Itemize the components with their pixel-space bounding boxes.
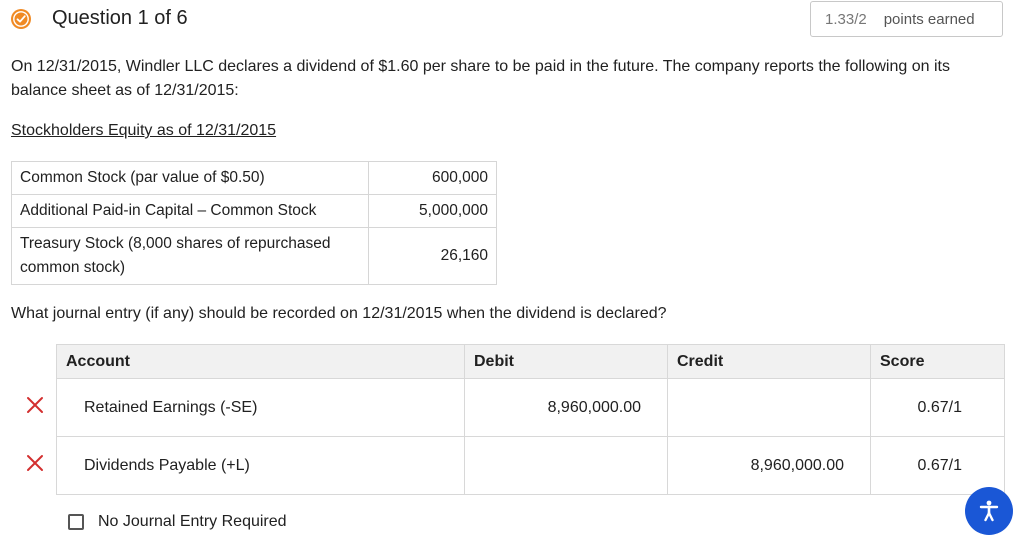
question-title: Question 1 of 6 bbox=[52, 7, 188, 29]
equity-row-value: 26,160 bbox=[369, 228, 497, 285]
equity-row-label: Treasury Stock (8,000 shares of repurchased common stock) bbox=[12, 228, 369, 285]
question-header bbox=[0, 0, 1024, 40]
equity-heading: Stockholders Equity as of 12/31/2015 bbox=[11, 122, 277, 139]
equity-row-label: Additional Paid-in Capital – Common Stock bbox=[12, 195, 369, 228]
partial-credit-icon bbox=[10, 8, 32, 30]
question-prompt: On 12/31/2015, Windler LLC declares a dividend of $1.60 per share to be paid in the future. The company reports the following on its balance sheet as of 12/31/2015: bbox=[11, 58, 950, 99]
column-header-account: Account bbox=[66, 352, 130, 370]
journal-account-cell[interactable]: Dividends Payable (+L) bbox=[84, 456, 250, 474]
journal-debit-cell[interactable]: 8,960,000.00 bbox=[464, 379, 667, 436]
points-earned-value: 1.33/2 bbox=[825, 10, 867, 28]
equity-row-value: 600,000 bbox=[369, 162, 497, 195]
equity-row-label: Common Stock (par value of $0.50) bbox=[12, 162, 369, 195]
points-earned-label: points earned bbox=[883, 10, 975, 28]
stockholders-equity-table bbox=[11, 161, 497, 285]
journal-question: What journal entry (if any) should be recorded on 12/31/2015 when the dividend is declared? bbox=[11, 305, 667, 322]
no-journal-entry-label: No Journal Entry Required bbox=[98, 513, 287, 530]
no-journal-entry-checkbox[interactable] bbox=[68, 514, 84, 530]
no-journal-entry-option[interactable] bbox=[68, 513, 287, 531]
close-icon bbox=[26, 454, 44, 472]
accessibility-icon bbox=[976, 498, 1002, 524]
journal-row bbox=[56, 437, 1005, 495]
journal-score-cell: 0.67/1 bbox=[870, 379, 1006, 436]
accessibility-button[interactable] bbox=[965, 487, 1013, 535]
journal-account-cell[interactable]: Retained Earnings (-SE) bbox=[84, 398, 258, 416]
journal-credit-cell[interactable]: 8,960,000.00 bbox=[667, 437, 870, 494]
close-icon bbox=[26, 396, 44, 414]
journal-credit-cell[interactable] bbox=[667, 379, 870, 436]
column-header-score: Score bbox=[870, 345, 1006, 378]
equity-row bbox=[12, 162, 497, 195]
column-header-credit: Credit bbox=[667, 345, 870, 378]
equity-row bbox=[12, 228, 497, 285]
equity-row-value: 5,000,000 bbox=[369, 195, 497, 228]
journal-header-row bbox=[56, 344, 1005, 379]
journal-row bbox=[56, 379, 1005, 437]
column-header-debit: Debit bbox=[464, 345, 667, 378]
points-earned-badge bbox=[810, 1, 1003, 37]
journal-debit-cell[interactable] bbox=[464, 437, 667, 494]
journal-score-cell: 0.67/1 bbox=[870, 437, 1006, 494]
equity-row bbox=[12, 195, 497, 228]
